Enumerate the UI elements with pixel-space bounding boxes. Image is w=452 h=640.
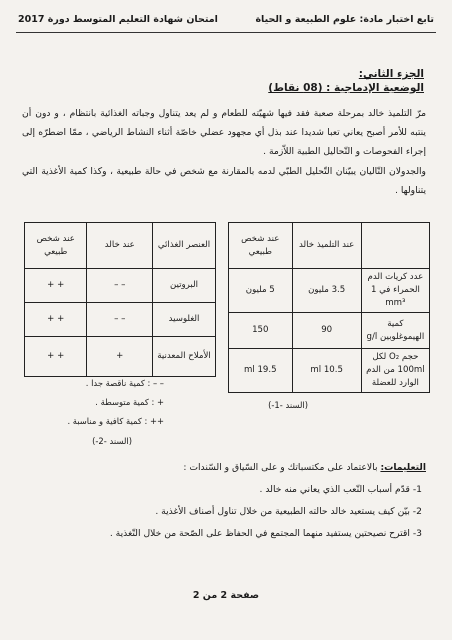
table2-header-nutrient: العنصر الغذائي xyxy=(153,223,216,269)
legend-item: – – : كمية ناقصة جدا . xyxy=(85,378,164,388)
instructions xyxy=(183,462,426,473)
table2-row-label: البروتين xyxy=(153,269,216,303)
table1-cell: 3.5 مليون xyxy=(292,269,361,313)
blood-analysis-table xyxy=(228,222,430,393)
table2-cell: – – xyxy=(87,269,153,303)
table1-header-khaled: عند التلميذ خالد xyxy=(292,223,361,269)
table1-cell: 150 xyxy=(229,313,293,349)
table1-cell: 5 مليون xyxy=(229,269,293,313)
instructions-title: التعليمات: xyxy=(380,462,426,473)
legend-item: + : كمية متوسطة . xyxy=(95,397,164,407)
table2-cell: + + xyxy=(25,303,87,337)
table1-cell: 10.5 ml xyxy=(292,349,361,393)
intro-paragraph-2: والجدولان التّاليان يبيّنان التّحليل الطبّي لدمه بالمقارنة مع شخص في حالة طبيعية ، وكذا كمية الأغذية التي يتناولها . xyxy=(22,166,426,196)
instruction-item: 2- بيّن كيف يستعيد خالد حالته الطبيعية من خلال تناول أصناف الأغذية . xyxy=(155,506,422,517)
legend-item: ++ : كمية كافية و مناسبة . xyxy=(67,416,164,426)
table2-caption: (السند -2-) xyxy=(92,436,132,446)
intro-paragraph-1: مرّ التلميذ خالد بمرحلة صعبة فقد فيها شهيّته للطعام و لم يعد يتناول وجباته الغذائية بانتظام ، و دون أن ينتبه للأمر أصبح يعاني تعبا شديدا عند بذل أي مجهود عضلي خاصّة أثناء النشاط الرياضي ، ممّا اضطرّه إلى إجراء الفحوصات و التّحاليل الطبية اللاّزمة . xyxy=(22,108,426,157)
part-title: الجزء الثاني: xyxy=(358,68,424,80)
page-number: صفحة 2 من 2 xyxy=(192,590,260,601)
instructions-intro: بالاعتماد على مكتسباتك و على السّياق و السّندات : xyxy=(183,462,378,473)
food-intake-table xyxy=(24,222,216,377)
table1-header-normal: عند شخص طبيعي xyxy=(229,223,293,269)
table1-row-label: حجم O₂ لكل 100ml من الدم الوارد للعضلة xyxy=(361,349,429,393)
table2-row-label: الغلوسيد xyxy=(153,303,216,337)
table1-caption: (السند -1-) xyxy=(268,400,308,410)
header-exam: امتحان شهادة التعليم المتوسط دورة 2017 xyxy=(18,14,218,25)
table1-row-label: عدد كريات الدم الحمراء في 1 mm³ xyxy=(361,269,429,313)
instruction-item: 1- قدّم أسباب التّعب الذي يعاني منه خالد . xyxy=(259,484,422,495)
header-divider xyxy=(16,32,436,33)
table1-row-label: كمية الهيموغلوبين g/l xyxy=(361,313,429,349)
header-subject: تابع اختبار مادة: علوم الطبيعة و الحياة xyxy=(255,14,434,25)
table1-cell: 90 xyxy=(292,313,361,349)
table2-cell: + + xyxy=(25,269,87,303)
table2-cell: + + xyxy=(25,337,87,377)
table2-cell: – – xyxy=(87,303,153,337)
table2-header-normal: عند شخص طبيعي xyxy=(25,223,87,269)
table2-header-khaled: عند خالد xyxy=(87,223,153,269)
table2-cell: + xyxy=(87,337,153,377)
table2-row-label: الأملاح المعدنية xyxy=(153,337,216,377)
table1-corner xyxy=(361,223,429,269)
instruction-item: 3- اقترح نصيحتين يستفيد منهما المجتمع في الحفاظ على الصّحة من خلال التّغذية . xyxy=(109,528,422,539)
situation-title: الوضعية الإدماجية : (08 نقاط) xyxy=(268,82,424,94)
table1-cell: 19.5 ml xyxy=(229,349,293,393)
